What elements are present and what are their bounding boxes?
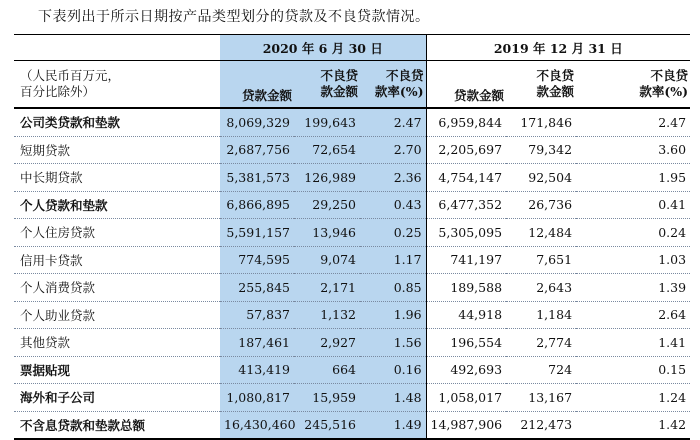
- table-row: [14, 384, 690, 412]
- cell-value: 2,171: [294, 274, 360, 302]
- cell-value: 199,643: [294, 108, 360, 136]
- cell-value: 7,651: [506, 246, 576, 274]
- col-loan-amount-2019: 贷款金额: [426, 61, 506, 109]
- cell-value: 189,588: [426, 274, 506, 302]
- row-label: 个人消费贷款: [14, 274, 220, 302]
- cell-value: 0.16: [360, 356, 426, 384]
- unit-note-line1: （人民币百万元，: [20, 68, 121, 83]
- cell-value: 5,305,095: [426, 219, 506, 247]
- cell-value: 1,184: [506, 301, 576, 329]
- table-row: [14, 329, 690, 357]
- cell-value: 0.24: [576, 219, 690, 247]
- cell-value: 0.43: [360, 191, 426, 219]
- row-label: 个人助业贷款: [14, 301, 220, 329]
- cell-value: 13,167: [506, 384, 576, 412]
- cell-value: 6,866,895: [220, 191, 294, 219]
- cell-value: 57,837: [220, 301, 294, 329]
- cell-value: 196,554: [426, 329, 506, 357]
- cell-value: 2.70: [360, 136, 426, 164]
- cell-value: 26,736: [506, 191, 576, 219]
- cell-value: 0.41: [576, 191, 690, 219]
- cell-value: 187,461: [220, 329, 294, 357]
- cell-value: 126,989: [294, 164, 360, 192]
- cell-value: 13,946: [294, 219, 360, 247]
- row-label: 公司类贷款和垫款: [14, 108, 220, 136]
- row-label: 个人住房贷款: [14, 219, 220, 247]
- cell-value: 6,959,844: [426, 108, 506, 136]
- cell-value: 2,774: [506, 329, 576, 357]
- unit-note-line2: 百分比除外）: [20, 84, 96, 99]
- col-npl-ratio-2019-l2: 款率(%): [639, 84, 689, 99]
- cell-value: 2,687,756: [220, 136, 294, 164]
- cell-value: 0.85: [360, 274, 426, 302]
- cell-value: 413,419: [220, 356, 294, 384]
- table-row: [14, 246, 690, 274]
- cell-value: 3.60: [576, 136, 690, 164]
- cell-value: 1.03: [576, 246, 690, 274]
- cell-value: 9,074: [294, 246, 360, 274]
- cell-value: 492,693: [426, 356, 506, 384]
- cell-value: 2.64: [576, 301, 690, 329]
- cell-value: 12,484: [506, 219, 576, 247]
- cell-value: 29,250: [294, 191, 360, 219]
- table-row: [14, 356, 690, 384]
- table-row: [14, 164, 690, 192]
- cell-value: 255,845: [220, 274, 294, 302]
- table-row: [14, 191, 690, 219]
- cell-value: 92,504: [506, 164, 576, 192]
- table-row: [14, 301, 690, 329]
- cell-value: 1.96: [360, 301, 426, 329]
- cell-value: 5,381,573: [220, 164, 294, 192]
- cell-value: 4,754,147: [426, 164, 506, 192]
- col-npl-amount-2019-l1: 不良贷: [536, 68, 575, 83]
- col-npl-ratio-2020-l1: 不良贷: [386, 68, 424, 83]
- period-2019-12-31: 2019 年 12 月 31 日: [426, 35, 690, 61]
- cell-value: 2.47: [360, 108, 426, 136]
- col-npl-ratio-2019-l1: 不良贷: [650, 68, 689, 83]
- row-label: 个人贷款和垫款: [14, 191, 220, 219]
- col-npl-ratio-2020: [360, 61, 426, 109]
- cell-value: 1,058,017: [426, 384, 506, 412]
- cell-value: 1.49: [360, 411, 426, 439]
- cell-value: 15,959: [294, 384, 360, 412]
- col-npl-amount-2020: [294, 61, 360, 109]
- row-label: 不含息贷款和垫款总额: [14, 411, 220, 439]
- cell-value: 171,846: [506, 108, 576, 136]
- table-row: [14, 274, 690, 302]
- cell-value: 2,205,697: [426, 136, 506, 164]
- cell-value: 44,918: [426, 301, 506, 329]
- col-npl-ratio-2020-l2: 款率(%): [374, 84, 424, 99]
- cell-value: 1,132: [294, 301, 360, 329]
- cell-value: 0.25: [360, 219, 426, 247]
- cell-value: 724: [506, 356, 576, 384]
- table-row: [14, 219, 690, 247]
- cell-value: 245,516: [294, 411, 360, 439]
- row-label: 信用卡贷款: [14, 246, 220, 274]
- cell-value: 1.41: [576, 329, 690, 357]
- col-npl-amount-2020-l1: 不良贷: [320, 68, 358, 83]
- cell-value: 1.24: [576, 384, 690, 412]
- cell-value: 79,342: [506, 136, 576, 164]
- header-period-row: [14, 35, 690, 61]
- col-npl-amount-2020-l2: 款金额: [320, 84, 358, 99]
- cell-value: 2.36: [360, 164, 426, 192]
- table-row: [14, 411, 690, 439]
- cell-value: 741,197: [426, 246, 506, 274]
- cell-value: 14,987,906: [426, 411, 506, 439]
- cell-value: 1.56: [360, 329, 426, 357]
- cell-value: 1.48: [360, 384, 426, 412]
- row-label: 海外和子公司: [14, 384, 220, 412]
- cell-value: 1.42: [576, 411, 690, 439]
- cell-value: 1.95: [576, 164, 690, 192]
- cell-value: 664: [294, 356, 360, 384]
- col-npl-ratio-2019: [576, 61, 690, 109]
- intro-text: 下表列出于所示日期按产品类型划分的贷款及不良贷款情况。: [38, 9, 430, 25]
- row-label: 票据贴现: [14, 356, 220, 384]
- cell-value: 5,591,157: [220, 219, 294, 247]
- table-row: [14, 108, 690, 136]
- cell-value: 2,643: [506, 274, 576, 302]
- cell-value: 0.15: [576, 356, 690, 384]
- row-label: 短期贷款: [14, 136, 220, 164]
- header-column-row: [14, 61, 690, 109]
- cell-value: 6,477,352: [426, 191, 506, 219]
- cell-value: 16,430,460: [220, 411, 294, 439]
- col-npl-amount-2019-l2: 款金额: [536, 84, 575, 99]
- cell-value: 72,654: [294, 136, 360, 164]
- row-label: 中长期贷款: [14, 164, 220, 192]
- cell-value: 1.17: [360, 246, 426, 274]
- cell-value: 1,080,817: [220, 384, 294, 412]
- row-label: 其他贷款: [14, 329, 220, 357]
- cell-value: 212,473: [506, 411, 576, 439]
- header-blank: [14, 35, 220, 61]
- cell-value: 2.47: [576, 108, 690, 136]
- cell-value: 1.39: [576, 274, 690, 302]
- cell-value: 774,595: [220, 246, 294, 274]
- cell-value: 8,069,329: [220, 108, 294, 136]
- loan-quality-table: [14, 34, 690, 440]
- period-2020-06-30: 2020 年 6 月 30 日: [220, 35, 426, 61]
- unit-note: [14, 61, 220, 109]
- col-npl-amount-2019: [506, 61, 576, 109]
- col-loan-amount-2020: 贷款金额: [220, 61, 294, 109]
- table-row: [14, 136, 690, 164]
- cell-value: 2,927: [294, 329, 360, 357]
